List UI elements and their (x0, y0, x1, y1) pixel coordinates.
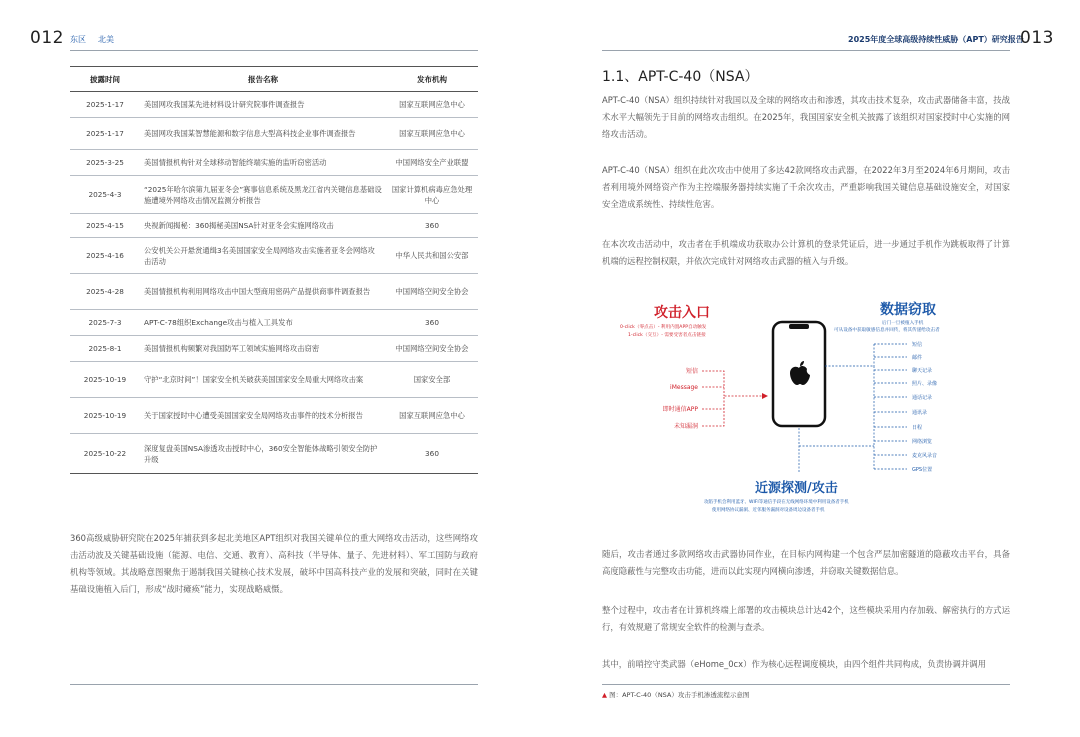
attack-flow-figure (612, 296, 1016, 526)
exfil-item: 通话记录 (912, 395, 933, 401)
vector-sms: 短信 (685, 368, 698, 375)
exfil-title: 数据窃取 (880, 302, 936, 318)
exfil-item: 邮件 (912, 355, 923, 361)
cell-org: 国家互联网应急中心 (386, 118, 478, 150)
attack-vector-arrows (702, 371, 762, 426)
attack-entry-line2: 1-click（交互）- 需要受害者点击链接 (628, 333, 706, 338)
cell-org: 360 (386, 434, 478, 474)
probe-arrows (799, 428, 874, 472)
table-row (70, 362, 478, 398)
probe-title: 近源探测/攻击 (755, 481, 838, 496)
table-row (70, 118, 478, 150)
cell-date: 2025-10-19 (70, 362, 140, 398)
cell-date: 2025-7-3 (70, 310, 140, 336)
probe-line1: 攻陷手机会利用蓝牙、WIFI等通信手段在无线网络环境中利用设备者手机 (704, 500, 849, 505)
exfil-sub2: 可从设备中获取敏感信息并回传，将其传递给攻击者 (834, 328, 940, 333)
phone-notch (789, 324, 809, 329)
probe-line2: 使用网络协议漏洞、近邻服务漏洞对设备周边设备者手机 (712, 508, 825, 513)
attack-flow-diagram (612, 296, 1016, 526)
cell-date: 2025-3-25 (70, 150, 140, 176)
table-row (70, 150, 478, 176)
cell-org: 国家计算机病毒应急处理中心 (386, 176, 478, 214)
cell-date: 2025-4-3 (70, 176, 140, 214)
table-row (70, 310, 478, 336)
col-header-date: 披露时间 (70, 67, 140, 92)
breadcrumb-region: 东区 (70, 35, 86, 44)
cell-name: 美国情报机构针对全球移动智能终端实施的监听窃密活动 (140, 150, 386, 176)
paragraph-3: 在本次攻击活动中，攻击者在手机端成功获取办公计算机的登录凭证后，进一步通过手机作为跳板取得了计算机端的远程控制权限，并依次完成针对网络攻击武器的植入与升级。 (602, 239, 1010, 266)
caption-triangle-icon: ▲ (602, 691, 607, 699)
cell-name: 美国网攻我国某智慧能源和数字信息大型高科技企业事件调查报告 (140, 118, 386, 150)
cell-org: 中华人民共和国公安部 (386, 238, 478, 274)
cell-name: 深度复盘美国NSA渗透攻击授时中心，360安全智能体战略引领安全防护升级 (140, 434, 386, 474)
cell-name: 美国情报机构频繁对我国防军工领域实施网络攻击窃密 (140, 336, 386, 362)
table-row (70, 176, 478, 214)
cell-org: 国家安全部 (386, 362, 478, 398)
cell-date: 2025-8-1 (70, 336, 140, 362)
exfil-item: 通讯录 (912, 410, 928, 416)
col-header-name: 报告名称 (140, 67, 386, 92)
table-row (70, 274, 478, 310)
paragraph-1: APT-C-40（NSA）组织持续针对我国以及全球的网络攻击和渗透，其攻击技术复杂，攻击武器储备丰富，技战术水平大幅领先于目前的网络攻击组织。在2025年，我国国家安全机关披露了该组织对国家授时中心实施的网络攻击活动。 (602, 95, 1010, 139)
exfil-item: 麦克风录音 (912, 453, 938, 459)
summary-paragraph: 360高级威胁研究院在2025年捕获到多起北美地区APT组织对我国关键单位的重大网络攻击活动，这些网络攻击活动波及关键基础设施（能源、电信、交通、教育）、高科技（半导体、量子、先进材料）、军工国防与政府机构等领域。其战略意图聚焦于遏制我国关键核心技术发展，破坏中国高科技产业的发展和突破，同时在关键基础设施植入后门，形成“战时瘫痪”能力，实现战略威慑。 (70, 533, 478, 594)
header-rule-right (602, 50, 1010, 51)
breadcrumb-subregion: 北美 (98, 35, 114, 44)
table-row (70, 434, 478, 474)
cell-name: 关于国家授时中心遭受美国国家安全局网络攻击事件的技术分析报告 (140, 398, 386, 434)
report-header-title: 2025年度全球高级持续性威胁（APT）研究报告 (848, 35, 1024, 44)
cell-org: 国家互联网应急中心 (386, 92, 478, 118)
cell-date: 2025-4-15 (70, 214, 140, 238)
table-row (70, 398, 478, 434)
footer-rule-right (602, 684, 1010, 685)
cell-name: 守护“北京时间”！国家安全机关破获美国国家安全局重大网络攻击案 (140, 362, 386, 398)
exfil-item: 照片、录像 (912, 381, 938, 387)
paragraph-4: 随后，攻击者通过多款网络攻击武器协同作业，在目标内网构建一个包含严层加密隧道的隐蔽攻击平台，具备高度隐蔽性与完整攻击功能，进而以此实现内网横向渗透，并窃取关键数据信息。 (602, 549, 1010, 576)
exfil-item: GPS位置 (912, 467, 933, 473)
exfil-item: 短信 (912, 342, 923, 348)
cell-date: 2025-1-17 (70, 118, 140, 150)
cell-org: 中国网络安全产业联盟 (386, 150, 478, 176)
footer-rule-left (70, 684, 478, 685)
header-rule-left (70, 50, 478, 51)
cell-name: “2025年哈尔滨第九届亚冬会”赛事信息系统及黑龙江省内关键信息基础设施遭境外网络攻击情况监测分析报告 (140, 176, 386, 214)
cell-date: 2025-1-17 (70, 92, 140, 118)
cell-date: 2025-10-22 (70, 434, 140, 474)
cell-name: 公安机关公开悬赏通缉3名美国国家安全局网络攻击实施者亚冬会网络攻击活动 (140, 238, 386, 274)
vector-im-app: 即时通信APP (662, 406, 698, 413)
arrow-head-icon (762, 393, 768, 399)
cell-org: 国家互联网应急中心 (386, 398, 478, 434)
cell-org: 中国网络空间安全协会 (386, 274, 478, 310)
table-row (70, 238, 478, 274)
exfil-item: 日程 (912, 425, 923, 431)
paragraph-2: APT-C-40（NSA）组织在此次攻击中使用了多达42款网络攻击武器，在2022年3月至2024年6月期间，攻击者利用境外网络资产作为主控端服务器持续实施了千余次攻击，严重影响我国关键信息基础设施安全，对国家安全造成系统性、持续性危害。 (602, 165, 1010, 209)
page-number-right: 013 (1020, 28, 1054, 48)
exfil-item: 聊天记录 (912, 368, 933, 374)
exfil-arrows (825, 344, 907, 469)
figure-caption-text: 图：APT-C-40（NSA）攻击手机渗透流程示意图 (609, 691, 750, 699)
table-header-row (70, 67, 478, 92)
figure-caption (602, 690, 749, 699)
table-row (70, 214, 478, 238)
vector-imessage: iMessage (670, 384, 698, 391)
exfil-sub1: 后门一旦被植入手机 (882, 321, 924, 326)
cell-date: 2025-4-16 (70, 238, 140, 274)
cell-org: 360 (386, 310, 478, 336)
page-number-left: 012 (30, 28, 64, 48)
cell-date: 2025-4-28 (70, 274, 140, 310)
cell-name: 央视新闻揭秘：360揭秘美国NSA针对亚冬会实施网络攻击 (140, 214, 386, 238)
col-header-org: 发布机构 (386, 67, 478, 92)
cell-org: 360 (386, 214, 478, 238)
attack-entry-line1: 0-click（零点击）- 利用内置APP自动触发 (620, 325, 707, 330)
cell-name: 美国网攻我国某先进材料设计研究院事件调查报告 (140, 92, 386, 118)
report-table (70, 66, 478, 474)
paragraph-6: 其中，前哨控守类武器（eHome_0cx）作为核心远程调度模块，由四个组件共同构成，负责协调并调用 (602, 659, 986, 669)
cell-name: 美国情报机构利用网络攻击中国大型商用密码产品提供商事件调查报告 (140, 274, 386, 310)
table-row (70, 336, 478, 362)
table-row (70, 92, 478, 118)
cell-org: 中国网络空间安全协会 (386, 336, 478, 362)
cell-date: 2025-10-19 (70, 398, 140, 434)
cell-name: APT-C-78组织Exchange攻击与植入工具发布 (140, 310, 386, 336)
exfil-item: 网络浏览 (912, 439, 933, 445)
section-title: 1.1、APT-C-40（NSA） (602, 69, 759, 85)
attack-entry-title: 攻击入口 (654, 305, 710, 321)
vector-unknown-vuln: 未知漏洞 (673, 423, 698, 430)
paragraph-5: 整个过程中，攻击者在计算机终端上部署的攻击模块总计达42个，这些模块采用内存加载、解密执行的方式运行，有效规避了常规安全软件的检测与查杀。 (602, 605, 1010, 632)
